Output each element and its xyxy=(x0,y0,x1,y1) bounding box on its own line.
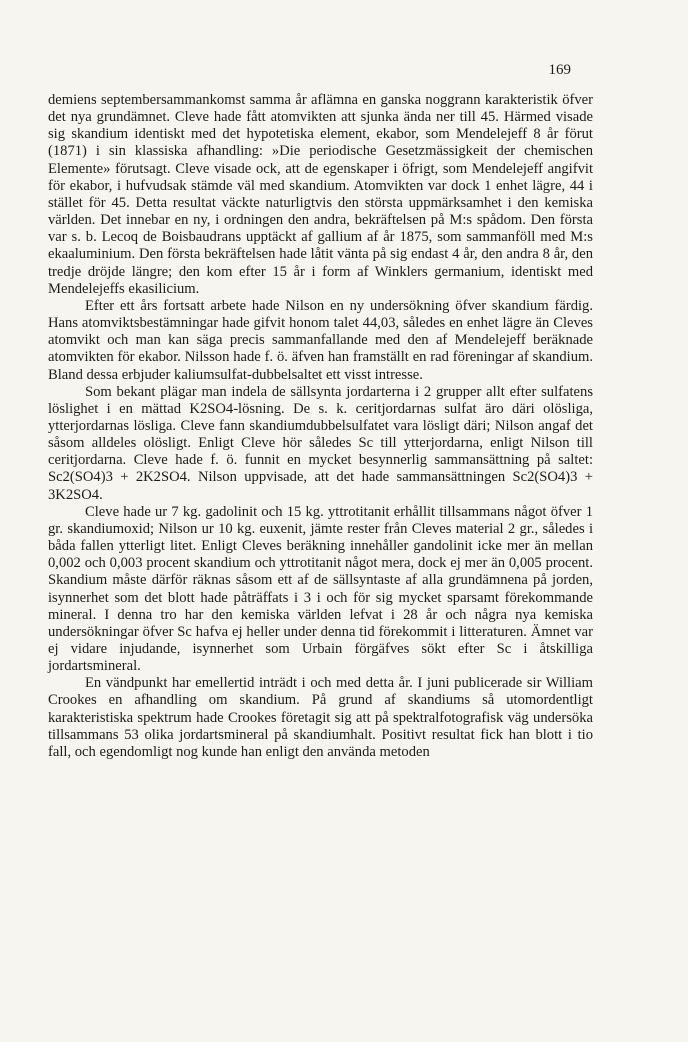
body-text xyxy=(48,92,593,761)
paragraph-1: demiens septembersammankomst samma år aflämna en ganska noggrann karakteristik öfver det nya grundämnet. Cleve hade fått atomvikten att sjunka ända ner till 45. Härmed visade sig skandium identiskt med det hypotetiska element, ekabor, som Mendelejeff 8 år förut (1871) i sin klassiska afhandling: »Die periodische Gesetzmässigkeit der chemischen Elemente» förutsagt. Cleve visade ock, att de egenskaper i öfrigt, som Mendelejeff angifvit för ekabor, i hufvudsak stämde väl med skandium. Atomvikten var dock 1 enhet lägre, 44 i stället för 45. Detta resultat väckte naturligtvis den största uppmärksamhet i den kemiska världen. Det innebar en ny, i ordningen den andra, bekräftelsen på M:s spådom. Den första var s. b. Lecoq de Boisbaudrans upptäckt af gallium af år 1875, som sammanföll med M:s ekaaluminium. Den första bekräftelsen hade låtit vänta på sig endast 4 år, den andra 8 år, den tredje dröjde längre; den kom efter 15 år i form af Winklers germanium, identiskt med Mendelejeffs ekasilicium. xyxy=(48,92,593,297)
paragraph-3: Som bekant plägar man indela de sällsynta jordarterna i 2 grupper allt efter sulfatens löslighet i en mättad K2SO4-lösning. De s. k. ceritjordarnas sulfat äro däri olösliga, ytterjordarnas lösliga. Cleve fann skandiumdubbelsulfatet vara lösligt däri; Nilson angaf det såsom alldeles olösligt. Enligt Cleve hör således Sc till ytterjordarna, enligt Nilson till ceritjordarna. Cleve hade f. ö. funnit en mycket besynnerlig sammansättning på saltet: Sc2(SO4)3 + 2K2SO4. Nilson uppvisade, att det hade sammansättningen Sc2(SO4)3 + 3K2SO4. xyxy=(48,383,593,503)
paragraph-2: Efter ett års fortsatt arbete hade Nilson en ny undersökning öfver skandium färdig. Hans atomviktsbestämningar hade gifvit honom talet 44,03, således en enhet lägre än Cleves atomvikt och man kan säga precis sammanfallande med den af Mendelejeff beräknade atomvikten för ekabor. Nilsson hade f. ö. äfven han framställt en rad föreningar af skandium. Bland dessa erbjuder kaliumsulfat-dubbelsaltet ett visst intresse. xyxy=(48,297,593,383)
page-number: 169 xyxy=(548,62,571,78)
paragraph-5: En vändpunkt har emellertid inträdt i och med detta år. I juni publicerade sir William Crookes en afhandling om skandium. På grund af skandiums så utomordentligt karakteristiska spektrum hade Crookes företagit sig att på spektralfotografisk väg undersöka tillsammans 53 olika jordartsmineral på skandiumhalt. Positivt resultat fick han blott i tio fall, och egendomligt nog kunde han enligt den använda metoden xyxy=(48,675,593,760)
paragraph-4: Cleve hade ur 7 kg. gadolinit och 15 kg. yttrotitanit erhållit tillsammans något öfver 1 gr. skandiumoxid; Nilson ur 10 kg. euxenit, jämte rester från Cleves material 2 gr., således i båda fallen ytterligt litet. Enligt Cleves beräkning innehåller gandolinit icke mer än mellan 0,002 och 0,003 procent skandium och yttrotitanit något mera, dock ej mer än 0,005 procent. Skandium måste därför räknas såsom ett af de sällsyntaste af alla grundämnena på jorden, isynnerhet som det blott hade påträffats i 3 i och för sig mycket sparsamt förekommande mineral. I denna tro har den kemiska världen lefvat i 28 år och några nya kemiska undersökningar öfver Sc hafva ej heller under denna tid förekommit i litteraturen. Ämnet var ej vidare injudande, isynnerhet som Urbain förgäfves sökt efter Sc i åtskilliga jordartsmineral. xyxy=(48,503,593,675)
